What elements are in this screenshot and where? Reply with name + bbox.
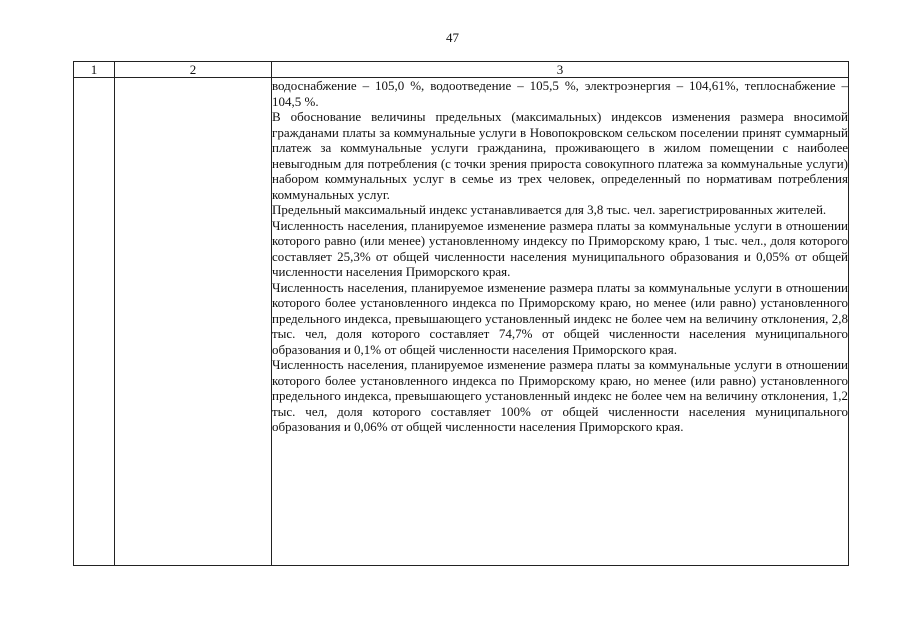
column-header-3: 3: [272, 62, 849, 78]
paragraph-population-above: Численность населения, планируемое изменение размера платы за коммунальные услуги в отношении которого более установленного индекса по Приморскому краю, но менее (или равно) установленного предельного индекса, превышающего установленный индекс не более чем на величину отклонения, 2,8 тыс. чел, доля которого составляет 74,7% от общей численности населения муниципального образования и 0,1% от общей численности населения Приморского края.: [272, 279, 848, 357]
table-row: [74, 78, 849, 566]
table-header-row: [74, 62, 849, 78]
table-cell-col3: [272, 78, 849, 566]
column-header-2: 2: [115, 62, 272, 78]
paragraph-population-above-2: Численность населения, планируемое изменение размера платы за коммунальные услуги в отношении которого более установленного индекса по Приморскому краю, но менее (или равно) установленного предельного индекса, превышающего установленный индекс не более чем на величину отклонения, 1,2 тыс. чел, доля которого составляет 100% от общей численности населения муниципального образования и 0,06% от общей численности населения Приморского края.: [272, 357, 848, 434]
paragraph-rationale: В обоснование величины предельных (максимальных) индексов изменения размера вносимой гражданами платы за коммунальные услуги в Новопокровском сельском поселении принят суммарный платеж за коммунальные услуги гражданина, проживающего в жилом помещении с наиболее невыгодным для потребления (с точки зрения прироста совокупного платежа за коммунальные услуги) набором коммунальных услуг в семье из трех человек, определенный по нормативам потребления коммунальных услуг.: [272, 109, 848, 202]
paragraph-max-index: Предельный максимальный индекс устанавливается для 3,8 тыс. чел. зарегистрированных жителей.: [272, 202, 827, 217]
table-cell-col2: [115, 78, 272, 566]
paragraph-population-equal: Численность населения, планируемое изменение размера платы за коммунальные услуги в отношении которого равно (или менее) установленному индексу по Приморскому краю, 1 тыс. чел., доля которого составляет 25,3% от общей численности населения муниципального образования и 0,05% от общей численности населения Приморского края.: [272, 217, 848, 279]
paragraph-tariffs: водоснабжение – 105,0 %, водоотведение – 105,5 %, электроэнергия – 104,61%, теплоснабжение – 104,5 %.: [272, 78, 848, 109]
document-table: [73, 61, 849, 566]
column-header-1: 1: [74, 62, 115, 78]
table-cell-col1: [74, 78, 115, 566]
page-number: 47: [446, 30, 459, 45]
